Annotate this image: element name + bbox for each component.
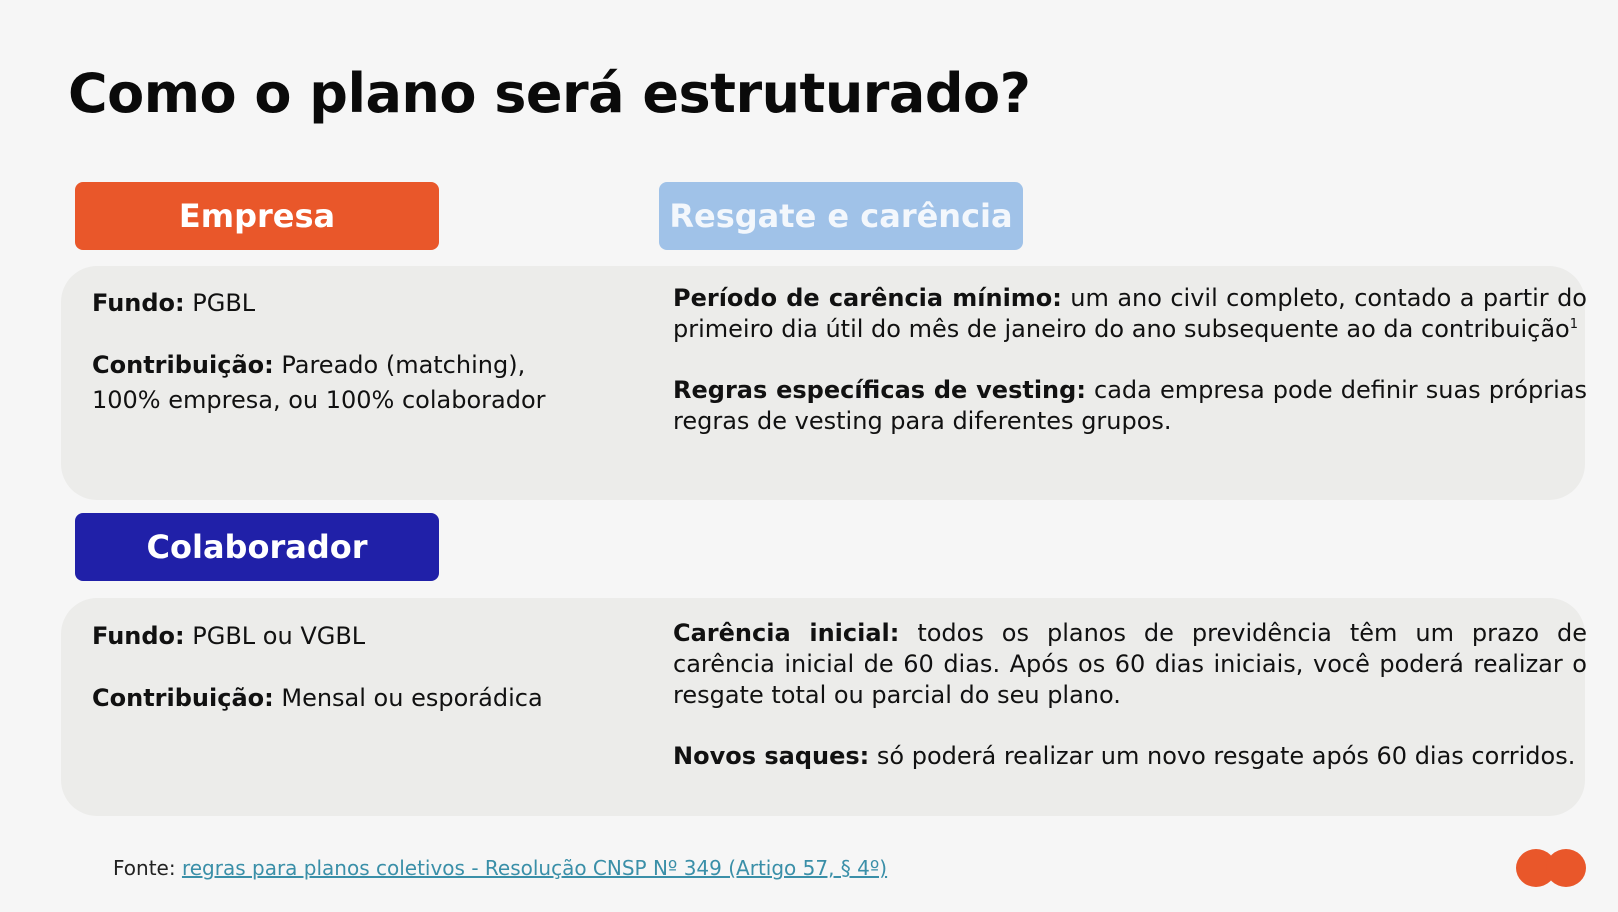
resgate-header: Resgate e carência — [659, 182, 1023, 250]
empresa-contribuicao-value: Pareado (matching), 100% empresa, ou 100% colaborador — [92, 351, 546, 414]
regras-vesting-value: cada empresa pode definir suas próprias regras de vesting para diferentes grupos. — [673, 376, 1587, 435]
empresa-fundo-value: PGBL — [184, 289, 256, 317]
colaborador-contribuicao-value: Mensal ou esporádica — [273, 684, 543, 712]
colaborador-details — [92, 619, 592, 743]
novos-saques-label: Novos saques: — [673, 742, 870, 770]
colaborador-header: Colaborador — [75, 513, 439, 581]
colaborador-panel — [61, 598, 1585, 816]
source-prefix: Fonte: — [113, 856, 182, 880]
resgate-details — [673, 283, 1587, 437]
empresa-fundo — [92, 286, 592, 321]
carencia-minima — [673, 283, 1587, 345]
novos-saques-value: só poderá realizar um novo resgate após 60 dias corridos. — [869, 742, 1576, 770]
colaborador-contribuicao — [92, 681, 592, 716]
carencia-minima-value: um ano civil completo, contado a partir do primeiro dia útil do mês de janeiro do ano subsequente ao da contribuição — [673, 284, 1587, 343]
carencia-inicial-value: todos os planos de previdência têm um prazo de carência inicial de 60 dias. Após os 60 dias iniciais, você poderá realizar o resgate total ou parcial do seu plano. — [673, 619, 1587, 709]
colaborador-contribuicao-label: Contribuição: — [92, 684, 274, 712]
colaborador-fundo — [92, 619, 592, 654]
empresa-panel — [61, 266, 1585, 500]
empresa-fundo-label: Fundo: — [92, 289, 185, 317]
colaborador-fundo-value: PGBL ou VGBL — [184, 622, 366, 650]
page-title: Como o plano será estruturado? — [68, 62, 1031, 125]
carencia-inicial — [673, 618, 1587, 711]
source-link[interactable]: regras para planos coletivos - Resolução CNSP Nº 349 (Artigo 57, § 4º) — [181, 856, 888, 880]
regras-vesting — [673, 375, 1587, 437]
footnote-marker: 1 — [1569, 317, 1579, 332]
empresa-header: Empresa — [75, 182, 439, 250]
brand-logo-icon — [1516, 849, 1586, 887]
source-footnote — [113, 856, 887, 880]
regras-vesting-label: Regras específicas de vesting: — [673, 376, 1086, 404]
novos-saques — [673, 741, 1587, 772]
carencia-minima-label: Período de carência mínimo: — [673, 284, 1062, 312]
colaborador-fundo-label: Fundo: — [92, 622, 185, 650]
saques-details — [673, 618, 1587, 772]
carencia-inicial-label: Carência inicial: — [673, 619, 900, 647]
empresa-contribuicao-label: Contribuição: — [92, 351, 274, 379]
empresa-contribuicao — [92, 348, 592, 418]
empresa-details — [92, 286, 592, 445]
